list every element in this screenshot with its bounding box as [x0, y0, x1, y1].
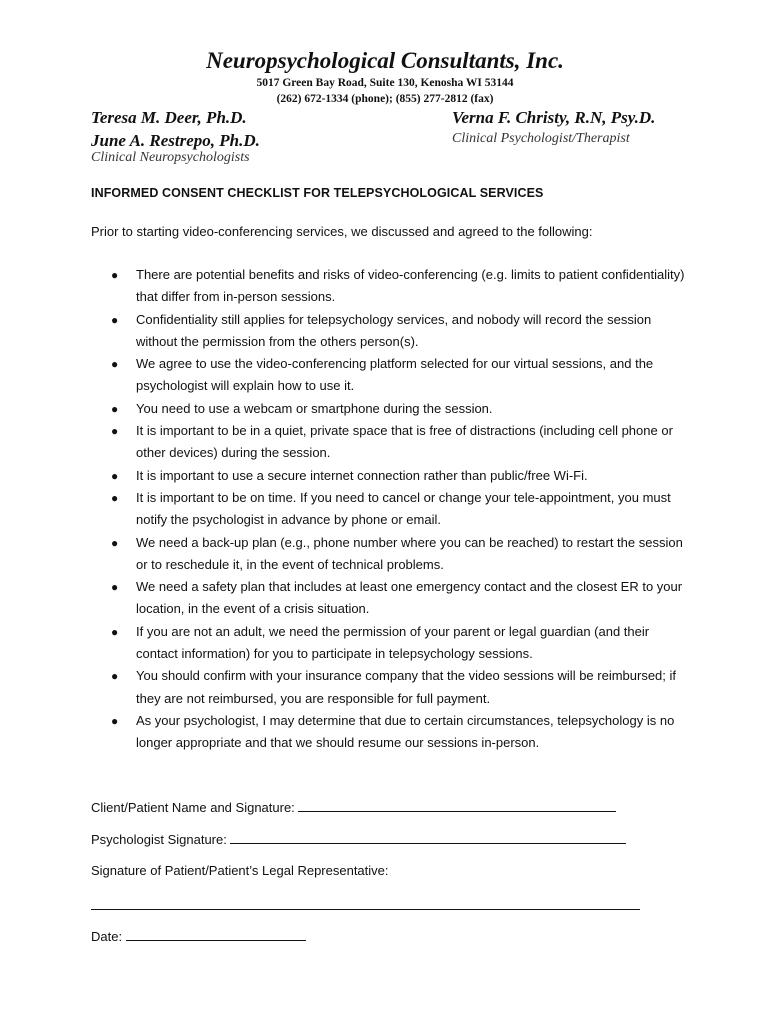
representative-signature-row: [91, 863, 389, 878]
doctor-role-right: Clinical Psychologist/Therapist: [452, 131, 630, 146]
list-item-text: As your psychologist, I may determine that due to certain circumstances, telepsychology is no longer appropriate and that we should resume our sessions in-person.: [136, 712, 675, 751]
bullet-icon: ●: [111, 624, 119, 639]
bullet-icon: ●: [111, 535, 119, 550]
list-item: [111, 353, 686, 398]
bullet-icon: ●: [111, 490, 119, 505]
organization-contact: (262) 672-1334 (phone); (855) 277-2812 (fax): [276, 93, 494, 105]
bullet-icon: ●: [111, 424, 119, 439]
doctor-name-christy: Verna F. Christy, R.N, Psy.D.: [452, 108, 656, 127]
form-title: INFORMED CONSENT CHECKLIST FOR TELEPSYCHOLOGICAL SERVICES: [91, 186, 544, 200]
bullet-icon: ●: [111, 312, 119, 327]
bullet-icon: ●: [111, 401, 119, 416]
list-item: [111, 309, 686, 354]
list-item-text: If you are not an adult, we need the permission of your parent or legal guardian (and their contact information) for you to participate in telepsychology sessions.: [136, 623, 650, 662]
consent-checklist: [0, 264, 770, 755]
bullet-icon: ●: [111, 268, 119, 282]
doctors-role-left: Clinical Neuropsychologists: [91, 150, 250, 165]
psychologist-signature-label: Psychologist Signature:: [91, 832, 227, 847]
list-item-text: We agree to use the video-conferencing platform selected for our virtual sessions, and the psychologist will explain how to use it.: [136, 356, 654, 394]
client-signature-label: Client/Patient Name and Signature:: [91, 800, 295, 815]
bullet-icon: ●: [111, 669, 119, 684]
list-item: [111, 710, 686, 755]
bullet-icon: ●: [111, 580, 119, 595]
list-item: [111, 621, 686, 666]
organization-address: 5017 Green Bay Road, Suite 130, Kenosha WI 53144: [256, 77, 514, 89]
list-item: [111, 487, 686, 532]
list-item-text: We need a back-up plan (e.g., phone number where you can be reached) to restart the session or to reschedule it, in the event of technical problems.: [136, 534, 683, 572]
client-signature-field[interactable]: [298, 798, 616, 812]
list-item: [111, 576, 686, 621]
organization-name: Neuropsychological Consultants, Inc.: [206, 48, 564, 73]
list-item: [111, 665, 686, 710]
doctor-name-restrepo: June A. Restrepo, Ph.D.: [91, 131, 260, 150]
list-item-text: You need to use a webcam or smartphone during the session.: [136, 400, 493, 416]
form-intro: Prior to starting video-conferencing services, we discussed and agreed to the following:: [91, 224, 593, 239]
psychologist-signature-row: [91, 830, 626, 847]
list-item-text: You should confirm with your insurance company that the video sessions will be reimbursed; if they are not reimbursed, you are responsible for full payment.: [136, 668, 677, 706]
list-item-text: It is important to be in a quiet, private space that is free of distractions (including cell phone or other devices) during the session.: [136, 423, 673, 461]
list-item: [111, 398, 686, 420]
list-item: [111, 465, 686, 487]
list-item-text: Confidentiality still applies for telepsychology services, and nobody will record the session without the permission from the others person(s).: [136, 311, 652, 349]
list-item: [111, 264, 686, 309]
date-row: [91, 927, 306, 944]
representative-signature-label: Signature of Patient/Patient’s Legal Representative:: [91, 863, 389, 878]
bullet-icon: ●: [111, 357, 119, 372]
doctor-name-deer: Teresa M. Deer, Ph.D.: [91, 108, 247, 127]
list-item: [111, 420, 686, 465]
bullet-icon: ●: [111, 468, 119, 483]
representative-signature-field[interactable]: [91, 909, 640, 910]
date-label: Date:: [91, 929, 123, 944]
bullet-icon: ●: [111, 713, 119, 728]
date-field[interactable]: [126, 927, 306, 941]
list-item-text: It is important to use a secure internet connection rather than public/free Wi-Fi.: [136, 467, 588, 483]
psychologist-signature-field[interactable]: [230, 830, 626, 844]
client-signature-row: [91, 798, 616, 815]
list-item: [111, 532, 686, 577]
list-item-text: We need a safety plan that includes at least one emergency contact and the closest ER to your location, in the event of a crisis situation.: [136, 579, 683, 617]
list-item-text: It is important to be on time. If you need to cancel or change your tele-appointment, you must notify the psychologist in advance by phone or email.: [136, 489, 671, 528]
list-item-text: There are potential benefits and risks of video-conferencing (e.g. limits to patient confidentiality) that differ from in-person sessions.: [136, 267, 685, 305]
